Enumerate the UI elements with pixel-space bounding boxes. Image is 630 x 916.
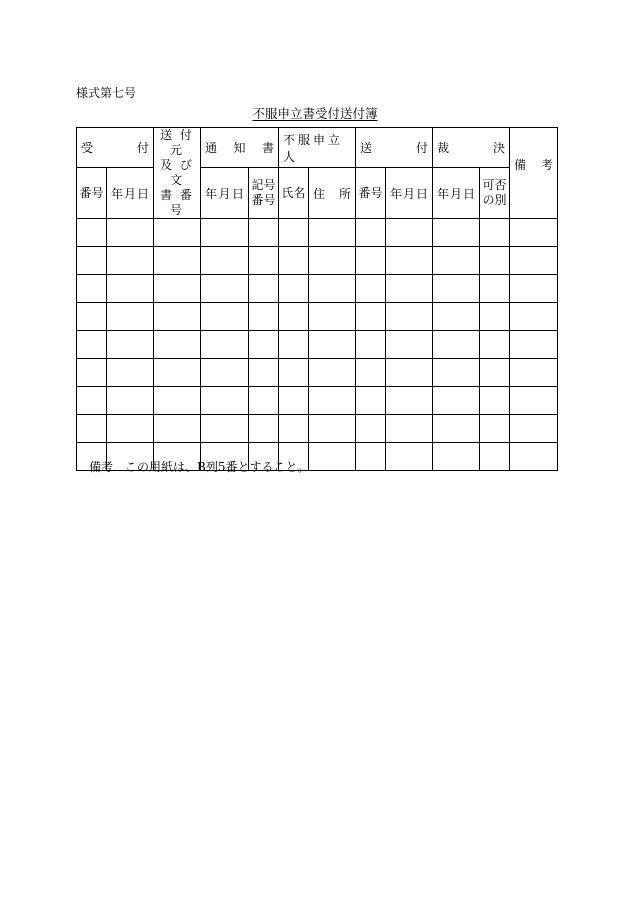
table-cell — [154, 247, 201, 275]
table-cell — [77, 415, 107, 443]
document-title — [0, 104, 630, 122]
table-cell — [510, 331, 558, 359]
footnote: 備考 この用紙は、B列5番とすること。 — [89, 460, 310, 474]
table-cell — [433, 275, 480, 303]
header-moshitatenin: 不服申立人 — [279, 128, 356, 168]
table-cell — [433, 303, 480, 331]
table-cell — [201, 247, 249, 275]
table-cell — [386, 303, 433, 331]
table-row — [77, 359, 558, 387]
header-saiketsu-date: 年 月 日 — [433, 168, 480, 219]
table-cell — [309, 331, 356, 359]
table-cell — [249, 303, 279, 331]
table-cell — [107, 247, 154, 275]
table-cell — [279, 359, 309, 387]
table-cell — [249, 275, 279, 303]
table-row — [77, 387, 558, 415]
table-cell — [510, 219, 558, 247]
table-cell — [480, 303, 510, 331]
table-cell — [201, 303, 249, 331]
table-cell — [386, 331, 433, 359]
table-cell — [107, 387, 154, 415]
table-cell — [154, 387, 201, 415]
table-cell — [510, 443, 558, 471]
table-cell — [356, 247, 386, 275]
table-cell — [356, 219, 386, 247]
table-row — [77, 219, 558, 247]
table-cell — [510, 387, 558, 415]
table-cell — [480, 359, 510, 387]
document-title-text: 不服申立書受付送付簿 — [252, 106, 378, 121]
table-cell — [386, 415, 433, 443]
table-cell — [279, 415, 309, 443]
table-cell — [249, 331, 279, 359]
table-row — [77, 331, 558, 359]
table-cell — [279, 303, 309, 331]
header-jusho: 住 所 — [309, 168, 356, 219]
form-number: 様式第七号 — [76, 86, 137, 100]
table-cell — [279, 331, 309, 359]
table-cell — [154, 415, 201, 443]
table-cell — [201, 415, 249, 443]
ledger-body — [77, 219, 558, 471]
table-cell — [433, 247, 480, 275]
header-biko: 備 考 — [510, 128, 558, 219]
header-sofu-bango: 番号 — [356, 168, 386, 219]
table-cell — [309, 443, 356, 471]
header-uketsuke-date: 年 月 日 — [107, 168, 154, 219]
table-cell — [480, 247, 510, 275]
table-cell — [356, 359, 386, 387]
table-cell — [433, 443, 480, 471]
header-tsuchisho: 通 知 書 — [201, 128, 279, 168]
table-cell — [154, 275, 201, 303]
header-sofu-date: 年 月 日 — [386, 168, 433, 219]
table-cell — [433, 219, 480, 247]
table-cell — [107, 275, 154, 303]
table-cell — [154, 219, 201, 247]
table-cell — [309, 359, 356, 387]
table-cell — [201, 219, 249, 247]
table-cell — [249, 415, 279, 443]
table-cell — [107, 219, 154, 247]
table-cell — [386, 359, 433, 387]
table-row — [77, 275, 558, 303]
table-cell — [201, 387, 249, 415]
table-cell — [480, 275, 510, 303]
table-cell — [77, 275, 107, 303]
header-kahi: 可否 の別 — [480, 168, 510, 219]
header-row-2 — [77, 168, 558, 219]
header-saiketsu: 裁 決 — [433, 128, 510, 168]
table-cell — [309, 275, 356, 303]
table-cell — [249, 247, 279, 275]
table-cell — [510, 359, 558, 387]
table-cell — [480, 331, 510, 359]
table-cell — [480, 219, 510, 247]
ledger-table — [76, 127, 558, 471]
table-cell — [433, 415, 480, 443]
table-cell — [309, 219, 356, 247]
table-cell — [107, 359, 154, 387]
header-kigo-bango: 記号 番号 — [249, 168, 279, 219]
table-cell — [309, 247, 356, 275]
table-cell — [510, 415, 558, 443]
table-cell — [77, 247, 107, 275]
table-cell — [309, 303, 356, 331]
table-cell — [279, 247, 309, 275]
header-uketsuke-bango: 番号 — [77, 168, 107, 219]
table-cell — [356, 331, 386, 359]
table-cell — [433, 359, 480, 387]
table-cell — [107, 415, 154, 443]
table-cell — [279, 275, 309, 303]
table-cell — [77, 359, 107, 387]
table-cell — [309, 415, 356, 443]
table-cell — [201, 359, 249, 387]
table-cell — [356, 387, 386, 415]
table-cell — [107, 331, 154, 359]
table-cell — [433, 387, 480, 415]
table-cell — [77, 387, 107, 415]
table-cell — [249, 219, 279, 247]
table-cell — [77, 331, 107, 359]
header-sofumoto: 送 付 元 及 び 文 書 番 号 — [154, 128, 201, 219]
table-cell — [386, 443, 433, 471]
header-uketsuke: 受 付 — [77, 128, 154, 168]
table-cell — [279, 219, 309, 247]
table-cell — [480, 443, 510, 471]
table-cell — [356, 275, 386, 303]
table-cell — [154, 359, 201, 387]
table-cell — [201, 275, 249, 303]
header-row-1 — [77, 128, 558, 168]
table-cell — [510, 247, 558, 275]
table-cell — [356, 303, 386, 331]
table-cell — [356, 415, 386, 443]
table-cell — [356, 443, 386, 471]
table-row — [77, 247, 558, 275]
table-cell — [77, 303, 107, 331]
table-cell — [510, 303, 558, 331]
table-cell — [309, 387, 356, 415]
table-cell — [386, 387, 433, 415]
header-tsuchisho-date: 年 月 日 — [201, 168, 249, 219]
table-cell — [107, 303, 154, 331]
table-cell — [386, 219, 433, 247]
table-cell — [249, 387, 279, 415]
table-row — [77, 415, 558, 443]
table-cell — [77, 219, 107, 247]
table-cell — [433, 331, 480, 359]
table-cell — [249, 359, 279, 387]
header-sofu: 送 付 — [356, 128, 433, 168]
table-cell — [480, 387, 510, 415]
table-cell — [154, 331, 201, 359]
header-shimei: 氏名 — [279, 168, 309, 219]
table-cell — [154, 303, 201, 331]
table-cell — [480, 415, 510, 443]
table-cell — [386, 247, 433, 275]
table-cell — [201, 331, 249, 359]
table-cell — [279, 387, 309, 415]
table-cell — [510, 275, 558, 303]
table-row — [77, 303, 558, 331]
table-cell — [386, 275, 433, 303]
